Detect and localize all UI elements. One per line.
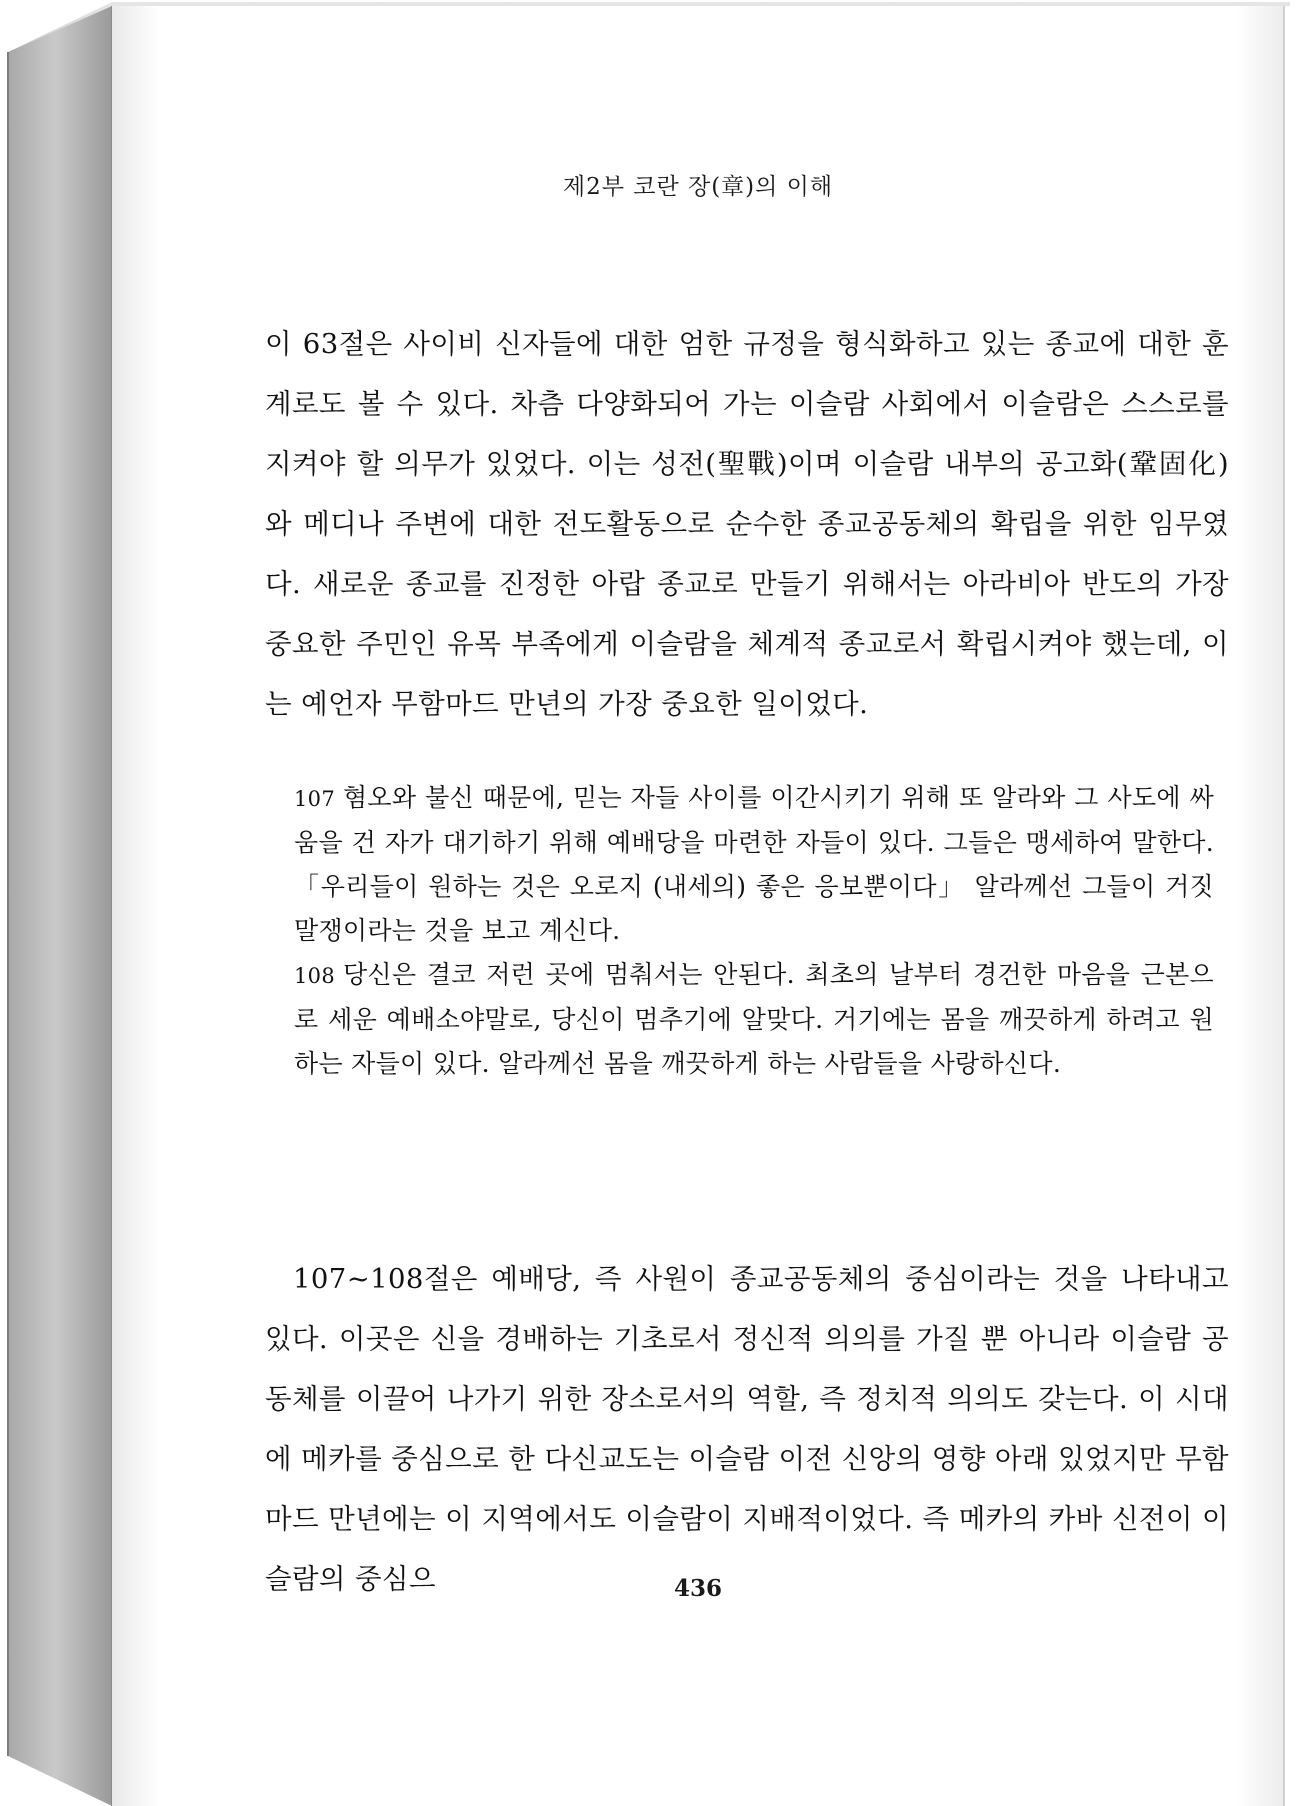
running-header: 제2부 코란 장(章)의 이해 [562, 174, 834, 200]
book-page [112, 0, 1284, 1806]
verse-text: 당신은 결코 저런 곳에 멈춰서는 안된다. 최초의 날부터 경건한 마음을 근본으로 세운 예배소야말로, 당신이 멈추기에 알맞다. 거기에는 몸을 깨끗하게 하려고 원하는 자들이 있다. 알라께선 몸을 깨끗하게 하는 사람들을 사랑하신다. [294, 960, 1214, 1078]
quran-verse [294, 953, 1214, 1086]
verse-number: 108 [294, 964, 335, 988]
quran-verse-block [294, 776, 1214, 1086]
page-number: 436 [673, 1575, 722, 1602]
verse-text: 혐오와 불신 때문에, 믿는 자들 사이를 이간시키기 위해 또 알라와 그 사도에 싸움을 건 자가 대기하기 위해 예배당을 마련한 자들이 있다. 그들은 맹세하여 말한다. 「우리들이 원하는 것은 오로지 (내세의) 좋은 응보뿐이다」 알라께선 그들이 거짓말쟁이라는 것을 보고 계신다. [294, 783, 1214, 945]
body-paragraph-text: 107~108절은 예배당, 즉 사원이 종교공동체의 중심이라는 것을 나타내고 있다. 이곳은 신을 경배하는 기초로서 정신적 의의를 가질 뿐 아니라 이슬람 공동체를 이끌어 나가기 위한 장소로서의 역할, 즉 정치적 의의도 갖는다. 이 시대에 메카를 중심으로 한 다신교도는 이슬람 이전 신앙의 영향 아래 있었지만 무함마드 만년에는 이 지역에서도 이슬람이 지배적이었다. 즉 메카의 카바 신전이 이슬람의 중심으 [265, 1263, 1229, 1595]
body-paragraph: 이 63절은 사이비 신자들에 대한 엄한 규정을 형식화하고 있는 종교에 대한 훈계로도 볼 수 있다. 차츰 다양화되어 가는 이슬람 사회에서 이슬람은 스스로를 지켜야 할 의무가 있었다. 이는 성전(聖戰)이며 이슬람 내부의 공고화(鞏固化)와 메디나 주변에 대한 전도활동으로 순수한 종교공동체의 확립을 위한 임무였다. 새로운 종교를 진정한 아랍 종교로 만들기 위해서는 아라비아 반도의 가장 중요한 주민인 유목 부족에게 이슬람을 체계적 종교로서 확립시켜야 했는데, 이는 예언자 무함마드 만년의 가장 중요한 일이었다. [265, 328, 1229, 720]
body-paragraph [265, 1249, 1229, 1609]
verse-number: 107 [294, 787, 335, 811]
quran-verse [294, 776, 1214, 953]
book-spine [8, 6, 112, 1806]
